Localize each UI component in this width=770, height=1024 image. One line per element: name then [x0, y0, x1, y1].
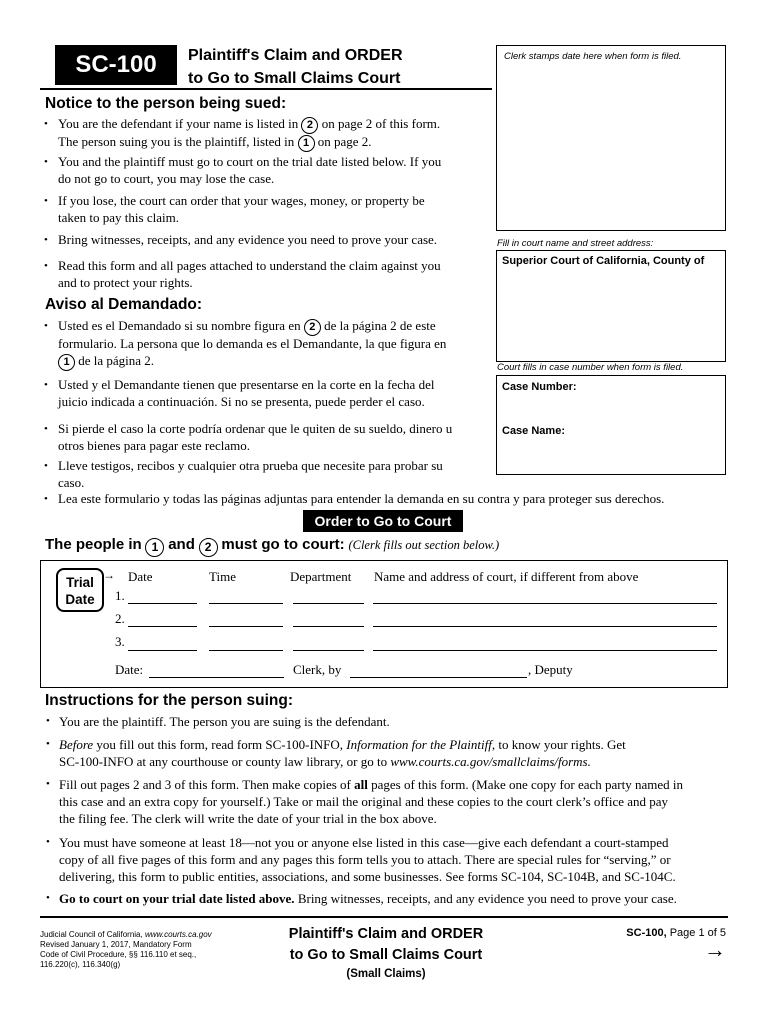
header-rule [40, 88, 492, 90]
row-3-date-field[interactable] [128, 650, 197, 651]
party-2-circle: 2 [301, 117, 318, 134]
party-2-circle: 2 [199, 538, 218, 557]
notice-heading: Notice to the person being sued: [45, 95, 287, 112]
row-2-date-field[interactable] [128, 626, 197, 627]
clerk-stamp-box[interactable] [496, 45, 726, 231]
case-number-note: Court fills in case number when form is filed. [497, 362, 684, 373]
clerk-by-field[interactable] [350, 677, 527, 678]
aviso-heading: Aviso al Demandado: [45, 296, 203, 313]
order-bar: Order to Go to Court [303, 510, 463, 532]
form-title [188, 44, 403, 90]
party-2-circle: 2 [304, 319, 321, 336]
footer-title: Plaintiff's Claim and ORDER to Go to Small Claims Court (Small Claims) [288, 926, 484, 980]
footer-page-number: SC-100, Page 1 of 5 [626, 927, 726, 939]
row-2-address-field[interactable] [373, 626, 717, 627]
case-name-label: Case Name: [502, 425, 565, 437]
case-number-label: Case Number: [502, 381, 577, 393]
footer-rule [40, 916, 728, 918]
instruction-4: • You must have someone at least 18—not you or anyone else listed in this case—give each defendant a court-stamped copy of all five pages of this form and any pages this form tells you to attach. There are special rules for “serving,” or delivering, this form to public entities, associations, and some businesses. See forms SC-104, SC-104B, and SC-104C. [46, 835, 676, 884]
instruction-1: • You are the plaintiff. The person you are suing is the defendant. [46, 714, 390, 729]
instructions-heading: Instructions for the person suing: [45, 692, 294, 709]
deputy-label: , Deputy [528, 662, 573, 677]
forms-url-link[interactable]: www.courts.ca.gov/smallclaims/forms. [390, 754, 591, 769]
court-name-label: Fill in court name and street address: [497, 238, 654, 249]
row-2-time-field[interactable] [209, 626, 283, 627]
col-date: Date [128, 569, 153, 584]
row-1-label: 1. [115, 588, 125, 603]
form-number: SC-100 [55, 45, 177, 85]
row-2-department-field[interactable] [293, 626, 364, 627]
clerk-by-label: Clerk, by [293, 662, 342, 677]
date-label: Date: [115, 662, 144, 677]
trial-date-tag: Trial Date [56, 568, 104, 612]
party-1-circle: 1 [58, 354, 75, 371]
aviso-bullet-5: • Lea este formulario y todas las páginas adjuntas para entender la demanda en su contra y para proteger sus derechos. [44, 491, 665, 506]
aviso-bullet-4: • Lleve testigos, recibos y cualquier otra prueba que necesite para probar su caso. [44, 458, 443, 490]
form-title-line2: to Go to Small Claims Court [188, 70, 401, 87]
col-time: Time [209, 569, 236, 584]
row-3-label: 3. [115, 634, 125, 649]
row-1-address-field[interactable] [373, 603, 717, 604]
row-1-date-field[interactable] [128, 603, 197, 604]
row-3-department-field[interactable] [293, 650, 364, 651]
notice-bullet-2: • You and the plaintiff must go to court on the trial date listed below. If you do not go to court, you may lose the case. [44, 154, 442, 186]
row-1-time-field[interactable] [209, 603, 283, 604]
row-3-time-field[interactable] [209, 650, 283, 651]
col-department: Department [290, 569, 352, 584]
notice-bullet-4: • Bring witnesses, receipts, and any evidence you need to prove your case. [44, 232, 438, 247]
notice-bullet-5: • Read this form and all pages attached to understand the claim against you and to protect your rights. [44, 258, 441, 290]
notice-bullet-3: • If you lose, the court can order that your wages, money, or property be taken to pay this claim. [44, 193, 425, 225]
case-box[interactable] [496, 375, 726, 475]
aviso-bullet-2: • Usted y el Demandante tienen que presentarse en la corte en la fecha del juicio indicada a continuación. Si no se presenta, puede perder el caso. [44, 377, 435, 409]
clerk-date-field[interactable] [149, 677, 284, 678]
instruction-5: • Go to court on your trial date listed above. Bring witnesses, receipts, and any evidence you need to prove your case. [46, 891, 677, 906]
party-1-circle: 1 [145, 538, 164, 557]
court-name-value: Superior Court of California, County of [502, 255, 705, 267]
party-1-circle: 1 [298, 135, 315, 152]
form-title-line1: Plaintiff's Claim and ORDER [188, 47, 403, 64]
instruction-3: • Fill out pages 2 and 3 of this form. Then make copies of all pages of this form. (Make one copy for each party named in this case and an extra copy for yourself.) Take or mail the original and these copies to the court clerk’s office and pay the filing fee. The clerk will write the date of your trial in the box above. [46, 777, 683, 826]
row-3-address-field[interactable] [373, 650, 717, 651]
aviso-bullet-3: • Si pierde el caso la corte podría ordenar que le quiten de su sueldo, dinero u otros bienes para pagar este reclamo. [44, 421, 453, 453]
next-page-arrow-icon: → [704, 937, 726, 962]
col-court-address: Name and address of court, if different from above [374, 569, 639, 584]
notice-bullet-1: • You are the defendant if your name is listed in 2 on page 2 of this form. The person suing you is the plaintiff, listed in 1 on page 2. [58, 116, 488, 152]
instruction-2: • Before you fill out this form, read form SC-100-INFO, Information for the Plaintiff, to know your rights. Get SC-100-INFO at any courthouse or county law library, or go to www.courts.ca.gov/smallclaims/forms. [46, 737, 626, 769]
court-name-box[interactable] [496, 250, 726, 362]
row-2-label: 2. [115, 611, 125, 626]
people-must-go-line: The people in 1 and 2 must go to court: (Clerk fills out section below.) [45, 536, 499, 557]
clerk-fills-note: (Clerk fills out section below.) [348, 538, 500, 552]
aviso-bullet-1: • Usted es el Demandado si su nombre figura en 2 de la página 2 de este formulario. La persona que lo demanda es el Demandante, la que figura en 1 de la página 2. [58, 318, 488, 371]
row-1-department-field[interactable] [293, 603, 364, 604]
arrow-right-icon: → [103, 568, 115, 582]
clerk-stamp-label: Clerk stamps date here when form is filed. [504, 51, 682, 62]
footer-citation: Judicial Council of California, www.courts.ca.gov Revised January 1, 2017, Mandatory Form Code of Civil Procedure, §§ 116.110 et seq., 116.220(c), 116.340(g) [40, 930, 212, 969]
